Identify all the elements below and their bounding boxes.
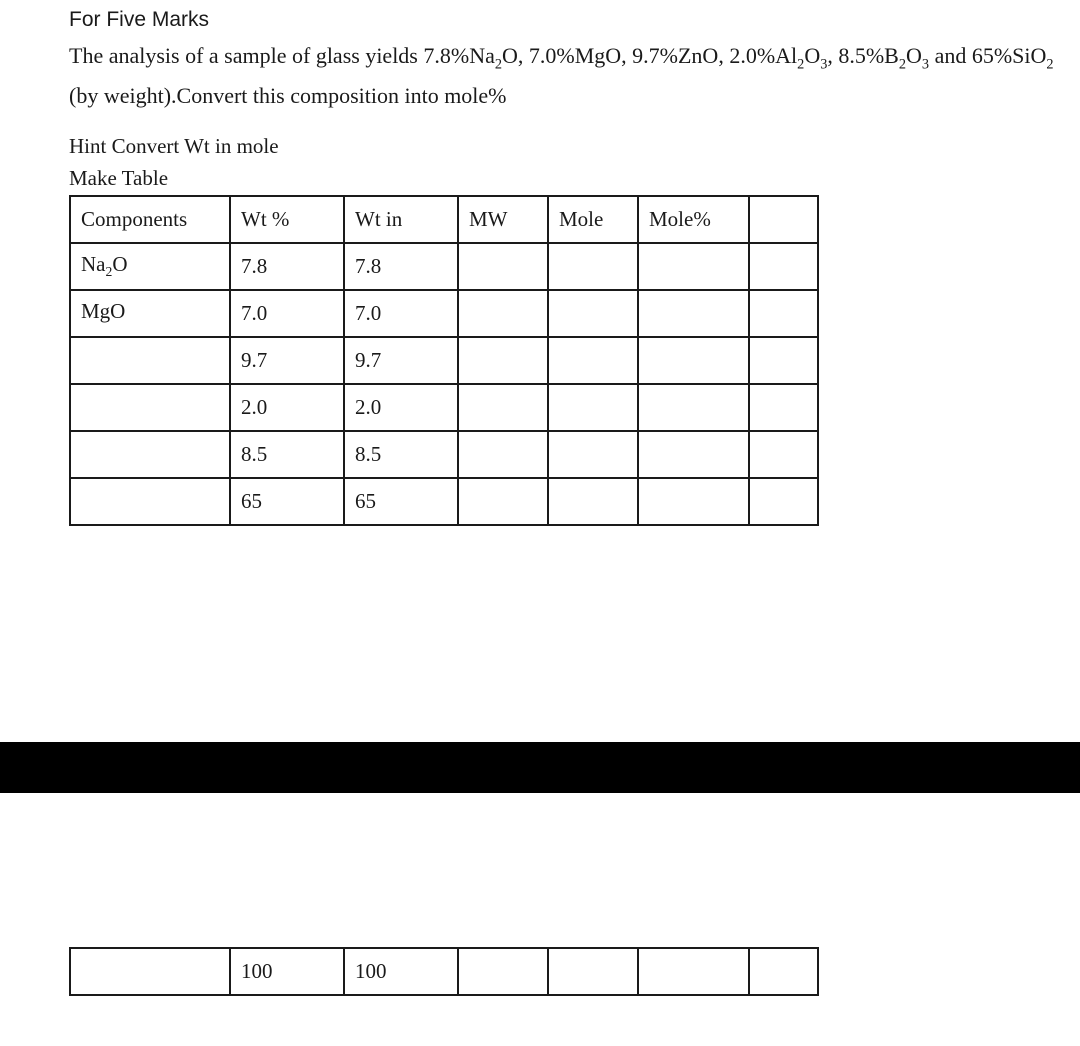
mw-cell bbox=[458, 478, 548, 525]
mole-pct-cell bbox=[638, 478, 749, 525]
mole-pct-cell bbox=[638, 384, 749, 431]
header-cell: Mole% bbox=[638, 196, 749, 243]
total-wt-in-cell: 100 bbox=[344, 948, 458, 995]
mole-pct-cell bbox=[638, 243, 749, 290]
extra-cell bbox=[749, 948, 818, 995]
total-row bbox=[70, 948, 818, 995]
table-header-row bbox=[70, 196, 818, 243]
extra-cell bbox=[749, 431, 818, 478]
component-cell bbox=[70, 478, 230, 525]
question-text: The analysis of a sample of glass yields $7.8\%Na_2O$, 7.0%MgO, 9.7%ZnO, $2.0\%Al_2O_3$, $8.5\%B_2O_3$ and 65%SiO$_2$ (by weight).Convert this composition into mole% bbox=[69, 43, 1054, 109]
wt-in-cell: 9.7 bbox=[344, 337, 458, 384]
mole-cell bbox=[548, 384, 638, 431]
mole-cell bbox=[548, 243, 638, 290]
mw-cell bbox=[458, 431, 548, 478]
header-cell: Wt % bbox=[230, 196, 344, 243]
wt-pct-cell: 65 bbox=[230, 478, 344, 525]
wt-in-cell: 8.5 bbox=[344, 431, 458, 478]
mole-pct-cell bbox=[638, 431, 749, 478]
mw-cell bbox=[458, 290, 548, 337]
heading: For Five Marks bbox=[69, 8, 210, 31]
mole-cell bbox=[548, 431, 638, 478]
extra-cell bbox=[749, 290, 818, 337]
header-cell bbox=[749, 196, 818, 243]
total-wt-pct-cell: 100 bbox=[230, 948, 344, 995]
header-cell: MW bbox=[458, 196, 548, 243]
table-row bbox=[70, 290, 818, 337]
extra-cell bbox=[749, 478, 818, 525]
component-cell: MgO bbox=[70, 290, 230, 337]
wt-pct-cell: 7.8 bbox=[230, 243, 344, 290]
wt-pct-cell: 2.0 bbox=[230, 384, 344, 431]
component-cell: $Na_2O$ bbox=[70, 243, 230, 290]
mole-cell bbox=[548, 290, 638, 337]
extra-cell bbox=[749, 243, 818, 290]
component-cell bbox=[70, 384, 230, 431]
mole-cell bbox=[548, 337, 638, 384]
hint-text: Hint Convert Wt in mole bbox=[69, 134, 279, 158]
mw-cell bbox=[458, 948, 548, 995]
mole-pct-cell bbox=[638, 948, 749, 995]
component-cell bbox=[70, 431, 230, 478]
mw-cell bbox=[458, 243, 548, 290]
extra-cell bbox=[749, 337, 818, 384]
total-table bbox=[69, 947, 819, 996]
wt-pct-cell: 9.7 bbox=[230, 337, 344, 384]
make-table-text: Make Table bbox=[69, 166, 169, 190]
wt-pct-cell: 8.5 bbox=[230, 431, 344, 478]
extra-cell bbox=[749, 384, 818, 431]
table-row bbox=[70, 384, 818, 431]
table-row bbox=[70, 243, 818, 290]
mw-cell bbox=[458, 337, 548, 384]
table-row bbox=[70, 337, 818, 384]
redaction-bar bbox=[0, 742, 1080, 793]
wt-in-cell: 7.8 bbox=[344, 243, 458, 290]
component-cell bbox=[70, 337, 230, 384]
table-row bbox=[70, 478, 818, 525]
mole-pct-cell bbox=[638, 290, 749, 337]
composition-table bbox=[69, 195, 819, 526]
table-row bbox=[70, 431, 818, 478]
mole-pct-cell bbox=[638, 337, 749, 384]
header-cell: Components bbox=[70, 196, 230, 243]
wt-pct-cell: 7.0 bbox=[230, 290, 344, 337]
mole-cell bbox=[548, 948, 638, 995]
wt-in-cell: 2.0 bbox=[344, 384, 458, 431]
mw-cell bbox=[458, 384, 548, 431]
wt-in-cell: 7.0 bbox=[344, 290, 458, 337]
header-cell: Wt in bbox=[344, 196, 458, 243]
component-cell bbox=[70, 948, 230, 995]
header-cell: Mole bbox=[548, 196, 638, 243]
mole-cell bbox=[548, 478, 638, 525]
wt-in-cell: 65 bbox=[344, 478, 458, 525]
